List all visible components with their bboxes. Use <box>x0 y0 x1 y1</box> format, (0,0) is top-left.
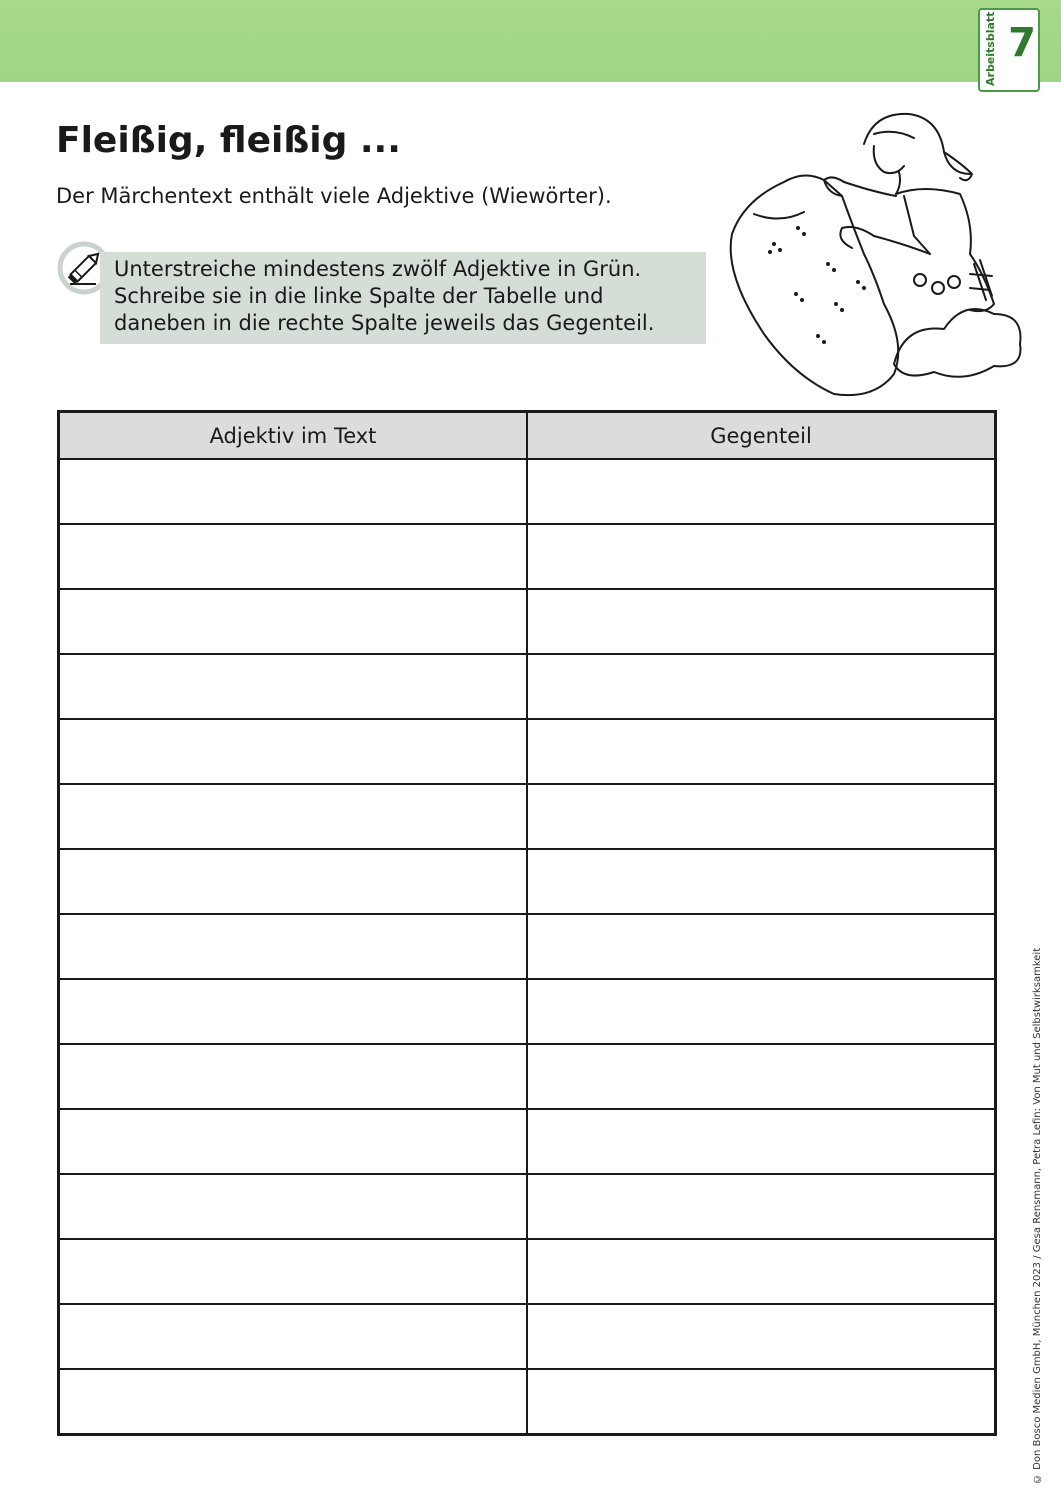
adjective-cell[interactable] <box>59 979 528 1044</box>
task-line-1: Unterstreiche mindestens zwölf Adjektive in Grün. <box>114 257 642 281</box>
page-title: Fleißig, fleißig ... <box>56 120 401 161</box>
table-row <box>59 784 996 849</box>
adjective-cell[interactable] <box>59 1239 528 1304</box>
opposite-cell[interactable] <box>527 1109 996 1174</box>
table-row <box>59 719 996 784</box>
adjective-cell[interactable] <box>59 914 528 979</box>
worksheet-badge <box>978 8 1040 92</box>
adjective-cell[interactable] <box>59 589 528 654</box>
opposite-cell[interactable] <box>527 459 996 524</box>
table-header-row <box>59 412 996 460</box>
opposite-cell[interactable] <box>527 1174 996 1239</box>
opposite-cell[interactable] <box>527 524 996 589</box>
adjective-cell[interactable] <box>59 1109 528 1174</box>
table-row <box>59 654 996 719</box>
adjective-cell[interactable] <box>59 1174 528 1239</box>
header-band <box>0 0 1061 82</box>
opposite-cell[interactable] <box>527 1304 996 1369</box>
column-header-opposite: Gegenteil <box>527 412 996 460</box>
table-row <box>59 1304 996 1369</box>
copyright-notice: © Don Bosco Medien GmbH, München 2023 / Gesa Rensmann, Petra Lefin: Von Mut und Selbstwirksamkeit <box>1032 947 1043 1484</box>
table-row <box>59 524 996 589</box>
girl-shaking-pillow-illustration <box>724 104 1024 400</box>
worksheet-label: Arbeitsblatt <box>984 11 997 86</box>
adjective-cell[interactable] <box>59 1044 528 1109</box>
table-row <box>59 1369 996 1435</box>
adjective-cell[interactable] <box>59 1369 528 1435</box>
task-line-2: Schreibe sie in die linke Spalte der Tabelle und <box>114 284 604 308</box>
task-instructions <box>100 252 706 344</box>
task-line-3: daneben in die rechte Spalte jeweils das Gegenteil. <box>114 311 655 335</box>
adjective-cell[interactable] <box>59 1304 528 1369</box>
opposite-cell[interactable] <box>527 654 996 719</box>
opposite-cell[interactable] <box>527 914 996 979</box>
table-row <box>59 914 996 979</box>
opposite-cell[interactable] <box>527 1239 996 1304</box>
adjective-cell[interactable] <box>59 524 528 589</box>
opposite-cell[interactable] <box>527 849 996 914</box>
column-header-adjective: Adjektiv im Text <box>59 412 528 460</box>
intro-text: Der Märchentext enthält viele Adjektive (Wiewörter). <box>56 184 612 208</box>
table-row <box>59 459 996 524</box>
opposite-cell[interactable] <box>527 1044 996 1109</box>
adjective-cell[interactable] <box>59 849 528 914</box>
adjective-table <box>57 410 997 1436</box>
table-row <box>59 849 996 914</box>
adjective-cell[interactable] <box>59 719 528 784</box>
opposite-cell[interactable] <box>527 589 996 654</box>
table-row <box>59 1174 996 1239</box>
opposite-cell[interactable] <box>527 784 996 849</box>
opposite-cell[interactable] <box>527 719 996 784</box>
worksheet-number: 7 <box>1008 20 1036 66</box>
table-row <box>59 979 996 1044</box>
table-row <box>59 1109 996 1174</box>
adjective-cell[interactable] <box>59 784 528 849</box>
table-row <box>59 1044 996 1109</box>
opposite-cell[interactable] <box>527 1369 996 1435</box>
opposite-cell[interactable] <box>527 979 996 1044</box>
table-row <box>59 589 996 654</box>
adjective-cell[interactable] <box>59 459 528 524</box>
adjective-cell[interactable] <box>59 654 528 719</box>
table-row <box>59 1239 996 1304</box>
